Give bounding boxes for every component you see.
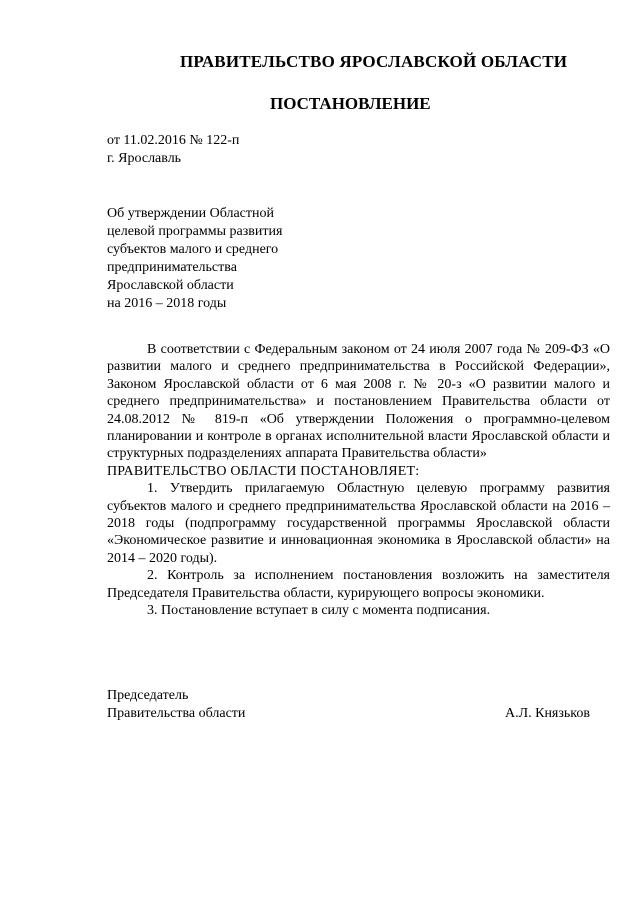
subject-line: Ярославской области: [107, 278, 234, 293]
subject-line: субъектов малого и среднего: [107, 242, 279, 257]
place: г. Ярославль: [107, 151, 182, 166]
document-meta: [107, 132, 239, 168]
signer-position-line1: Председатель: [107, 688, 189, 703]
preamble-paragraph: В соответствии с Федеральным законом от 24 июля 2007 года № 209-ФЗ «О развитии малого и среднего предпринимательства в Российской Федерации», Законом Ярославской области от 6 мая 2008 г. № 20-з «О развитии малого и среднего предпринимательства» и постановлением Правительства области от 24.08.2012 № 819-п «Об утверждении Положения о программно-целевом планировании и контроле в органах исполнительной власти Ярославской области и структурных подразделениях аппарата Правительства области»: [107, 342, 610, 462]
subject-line: на 2016 – 2018 годы: [107, 296, 227, 311]
authority-title: ПРАВИТЕЛЬСТВО ЯРОСЛАВСКОЙ ОБЛАСТИ: [180, 52, 568, 71]
date-number: от 11.02.2016 № 122-п: [107, 133, 240, 148]
subject-line: Об утверждении Областной: [107, 206, 274, 221]
subject-line: предпринимательства: [107, 260, 237, 275]
decree-item: 3. Постановление вступает в силу с момента подписания.: [147, 603, 491, 619]
document-body: [107, 341, 610, 620]
signer-position-line2: Правительства области: [107, 706, 246, 721]
document-type: ПОСТАНОВЛЕНИЕ: [270, 94, 431, 113]
subject-line: целевой программы развития: [107, 224, 283, 239]
decree-line: ПРАВИТЕЛЬСТВО ОБЛАСТИ ПОСТАНОВЛЯЕТ:: [107, 463, 420, 479]
signer-name: А.Л. Князьков: [505, 706, 590, 721]
document-subject: [107, 205, 367, 313]
decree-item: 1. Утвердить прилагаемую Областную целевую программу развития субъектов малого и среднего предпринимательства Ярославской области на 2016 – 2018 годы (подпрограмму государственной программы Ярославской области «Экономическое развитие и инновационная экономика в Ярославской области» на 2014 – 2020 годы).: [107, 481, 610, 566]
signature-block: [107, 687, 590, 723]
decree-item: 2. Контроль за исполнением постановления возложить на заместителя Председателя Правительства области, курирующего вопросы экономики.: [107, 568, 610, 601]
